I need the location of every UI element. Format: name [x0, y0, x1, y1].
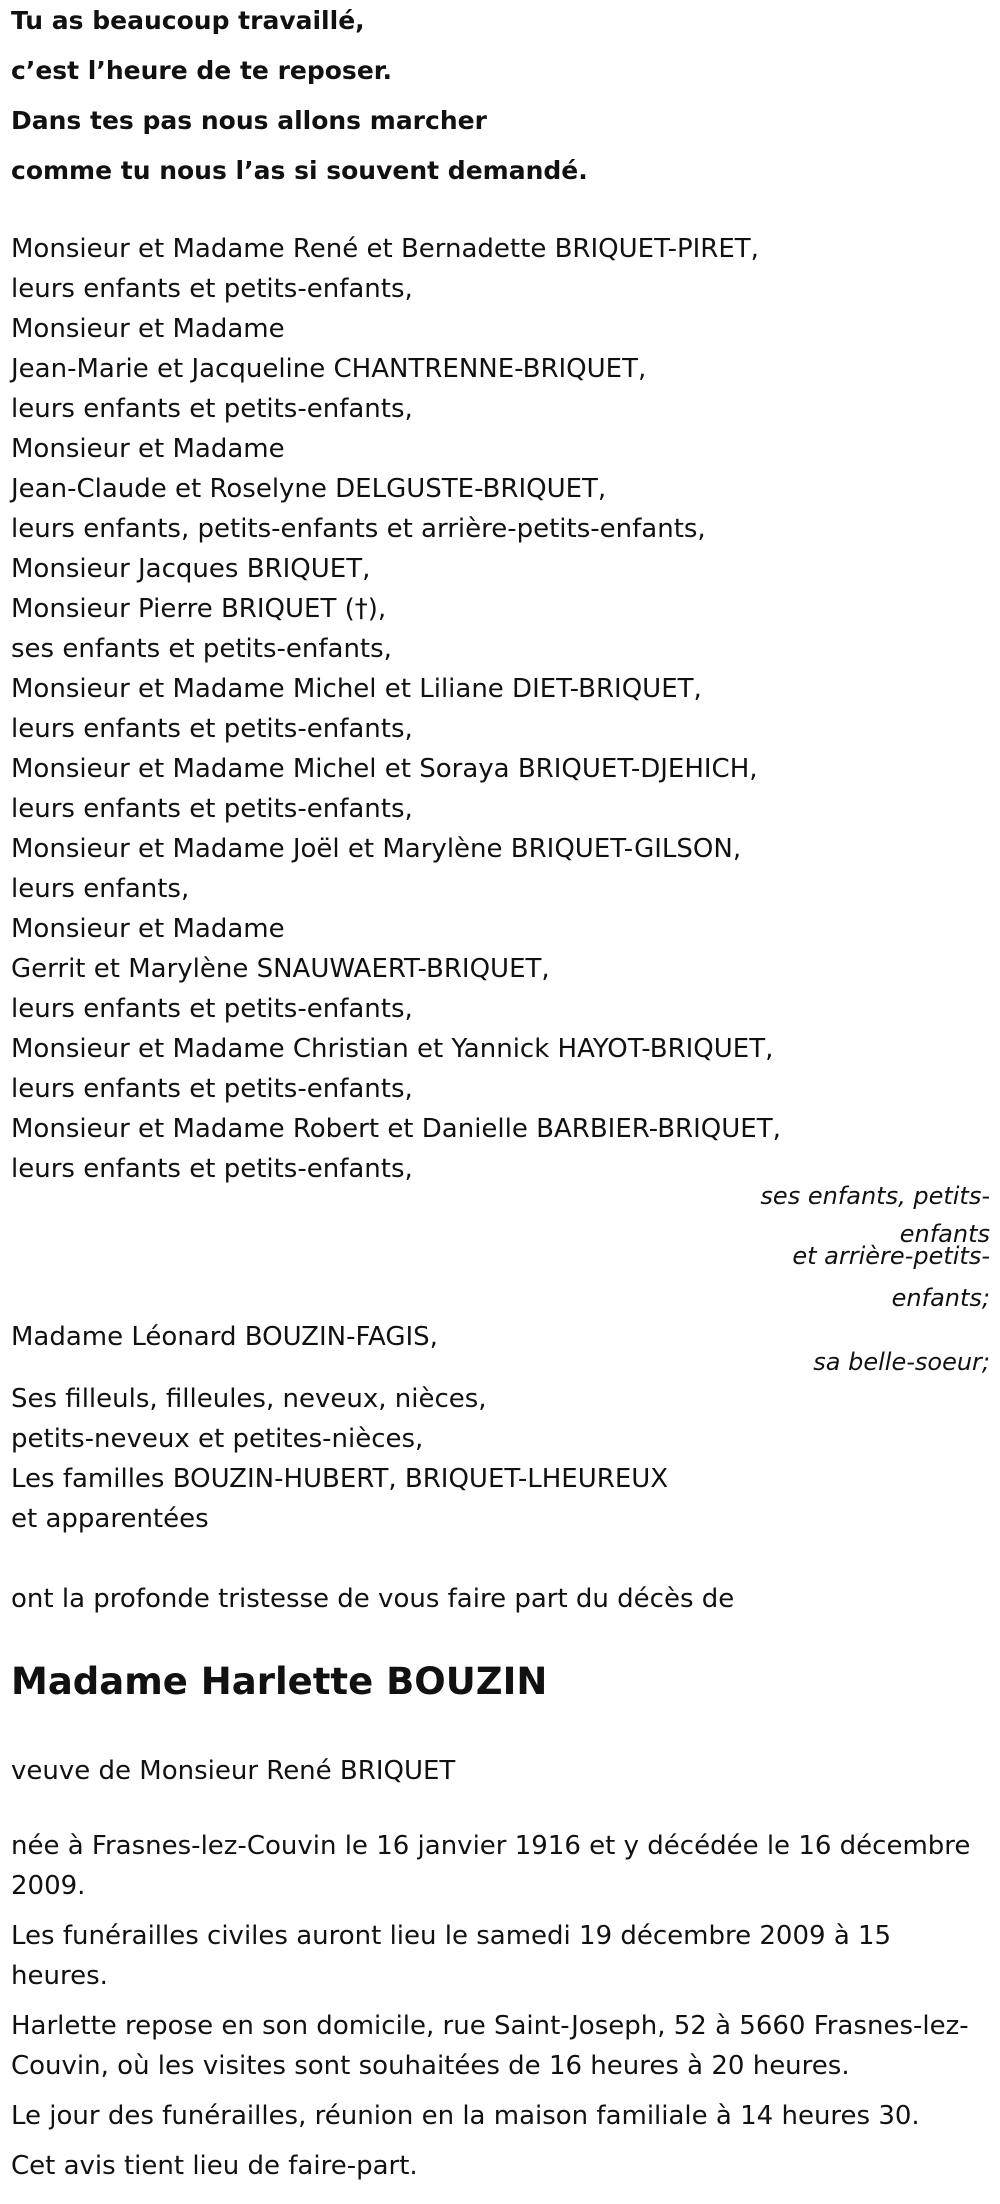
poem-line-1: Tu as beaucoup travaillé, — [11, 6, 365, 35]
relationship-note: et arrière-petits- — [792, 1242, 990, 1270]
sister-in-law-name: Madame Léonard BOUZIN-FAGIS, — [11, 1322, 438, 1352]
family-line: Monsieur Jacques BRIQUET, — [11, 554, 371, 584]
family-line: leurs enfants, petits-enfants et arrière-petits-enfants, — [11, 514, 706, 544]
deceased-name: Madame Harlette BOUZIN — [11, 1660, 548, 1703]
relationship-note: enfants; — [891, 1284, 990, 1312]
others-line: Ses filleuls, filleules, neveux, nièces, — [11, 1384, 487, 1414]
detail-paragraph: Harlette repose en son domicile, rue Saint-Joseph, 52 à 5660 Frasnes-lez-Couvin, où les visites sont souhaitées de 16 heures à 20 heures. — [11, 2011, 969, 2081]
family-line: Gerrit et Marylène SNAUWAERT-BRIQUET, — [11, 954, 550, 984]
family-line: leurs enfants et petits-enfants, — [11, 714, 413, 744]
family-line: leurs enfants, — [11, 874, 190, 904]
family-line: Monsieur et Madame — [11, 434, 285, 464]
family-line: leurs enfants et petits-enfants, — [11, 274, 413, 304]
family-line: leurs enfants et petits-enfants, — [11, 994, 413, 1024]
family-line: Jean-Marie et Jacqueline CHANTRENNE-BRIQUET, — [11, 354, 647, 384]
detail-paragraph: Cet avis tient lieu de faire-part. — [11, 2151, 418, 2181]
family-line: Monsieur et Madame Robert et Danielle BARBIER-BRIQUET, — [11, 1114, 781, 1144]
family-line: Monsieur et Madame Christian et Yannick HAYOT-BRIQUET, — [11, 1034, 774, 1064]
poem-line-2: c’est l’heure de te reposer. — [11, 56, 393, 85]
poem-line-3: Dans tes pas nous allons marcher — [11, 106, 487, 135]
family-line: leurs enfants et petits-enfants, — [11, 394, 413, 424]
relationship-note: enfants — [899, 1220, 990, 1248]
family-line: leurs enfants et petits-enfants, — [11, 1074, 413, 1104]
others-line: petits-neveux et petites-nièces, — [11, 1424, 424, 1454]
family-line: Jean-Claude et Roselyne DELGUSTE-BRIQUET, — [11, 474, 607, 504]
family-line: Monsieur et Madame Michel et Soraya BRIQUET-DJEHICH, — [11, 754, 758, 784]
family-line: leurs enfants et petits-enfants, — [11, 794, 413, 824]
detail-paragraph: Le jour des funérailles, réunion en la maison familiale à 14 heures 30. — [11, 2101, 920, 2131]
family-line: leurs enfants et petits-enfants, — [11, 1154, 413, 1184]
family-line: Monsieur Pierre BRIQUET (†), — [11, 594, 387, 624]
detail-paragraph: née à Frasnes-lez-Couvin le 16 janvier 1916 et y décédée le 16 décembre 2009. — [11, 1831, 971, 1901]
family-line: ses enfants et petits-enfants, — [11, 634, 392, 664]
family-line: Monsieur et Madame — [11, 914, 285, 944]
detail-paragraph: Les funérailles civiles auront lieu le samedi 19 décembre 2009 à 15 heures. — [11, 1921, 892, 1991]
relationship-note: ses enfants, petits- — [760, 1182, 990, 1210]
others-line: et apparentées — [11, 1504, 209, 1534]
family-line: Monsieur et Madame — [11, 314, 285, 344]
widow-of: veuve de Monsieur René BRIQUET — [11, 1756, 456, 1786]
family-line: Monsieur et Madame René et Bernadette BRIQUET-PIRET, — [11, 234, 759, 264]
poem-line-4: comme tu nous l’as si souvent demandé. — [11, 156, 588, 185]
family-line: Monsieur et Madame Michel et Liliane DIET-BRIQUET, — [11, 674, 702, 704]
announcement: ont la profonde tristesse de vous faire part du décès de — [11, 1584, 735, 1614]
others-line: Les familles BOUZIN-HUBERT, BRIQUET-LHEUREUX — [11, 1464, 669, 1494]
relationship-note: sa belle-soeur; — [813, 1348, 990, 1376]
family-line: Monsieur et Madame Joël et Marylène BRIQUET-GILSON, — [11, 834, 742, 864]
